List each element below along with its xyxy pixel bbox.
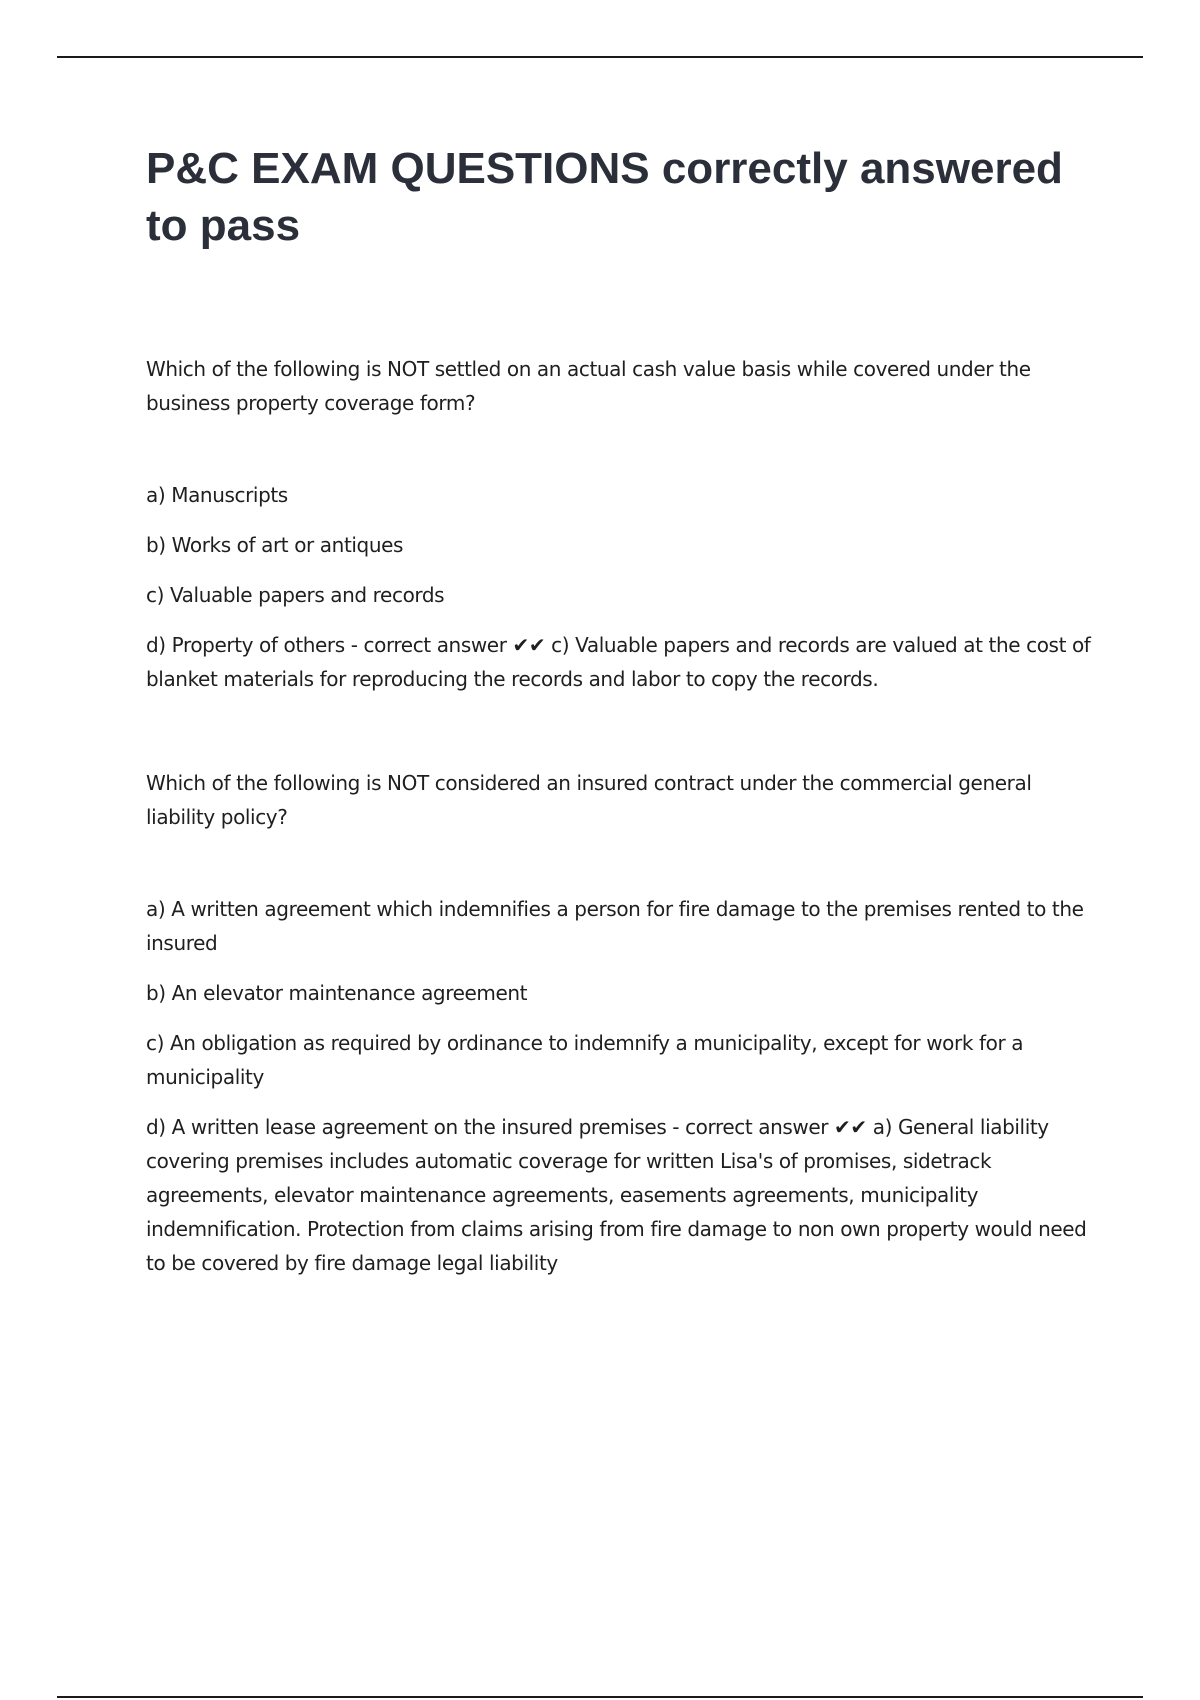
question-2-option-b: b) An elevator maintenance agreement (146, 981, 528, 1005)
top-rule (57, 56, 1143, 58)
document-body (146, 140, 1096, 1296)
question-2-option-a: a) A written agreement which indemnifies a person for fire damage to the premises rented to the insured (146, 897, 1084, 955)
question-1-prompt: Which of the following is NOT settled on an actual cash value basis while covered under the business property coverage form? (146, 357, 1031, 415)
question-1-option-b: b) Works of art or antiques (146, 533, 404, 557)
question-2-option-d-answer: d) A written lease agreement on the insured premises - correct answer ✔✔ a) General liability covering premises includes automatic coverage for written Lisa's of promises, sidetrack agreements, elevator maintenance agreements, easements agreements, municipality indemnification. Protection from claims arising from fire damage to non own property would need to be covered by fire damage legal liability (146, 1115, 1087, 1275)
question-1-option-a: a) Manuscripts (146, 483, 288, 507)
question-1-option-d-answer: d) Property of others - correct answer ✔✔ c) Valuable papers and records are valued at the cost of blanket materials for reproducing the records and labor to copy the records. (146, 633, 1091, 691)
question-2-prompt: Which of the following is NOT considered an insured contract under the commercial general liability policy? (146, 771, 1032, 829)
question-2-options (146, 892, 1096, 1280)
question-1-options (146, 478, 1096, 696)
question-2-option-c: c) An obligation as required by ordinance to indemnify a municipality, except for work for a municipality (146, 1031, 1024, 1089)
bottom-rule (57, 1696, 1143, 1698)
question-1-option-c: c) Valuable papers and records (146, 583, 445, 607)
document-title: P&C EXAM QUESTIONS correctly answered to pass (146, 144, 1063, 250)
